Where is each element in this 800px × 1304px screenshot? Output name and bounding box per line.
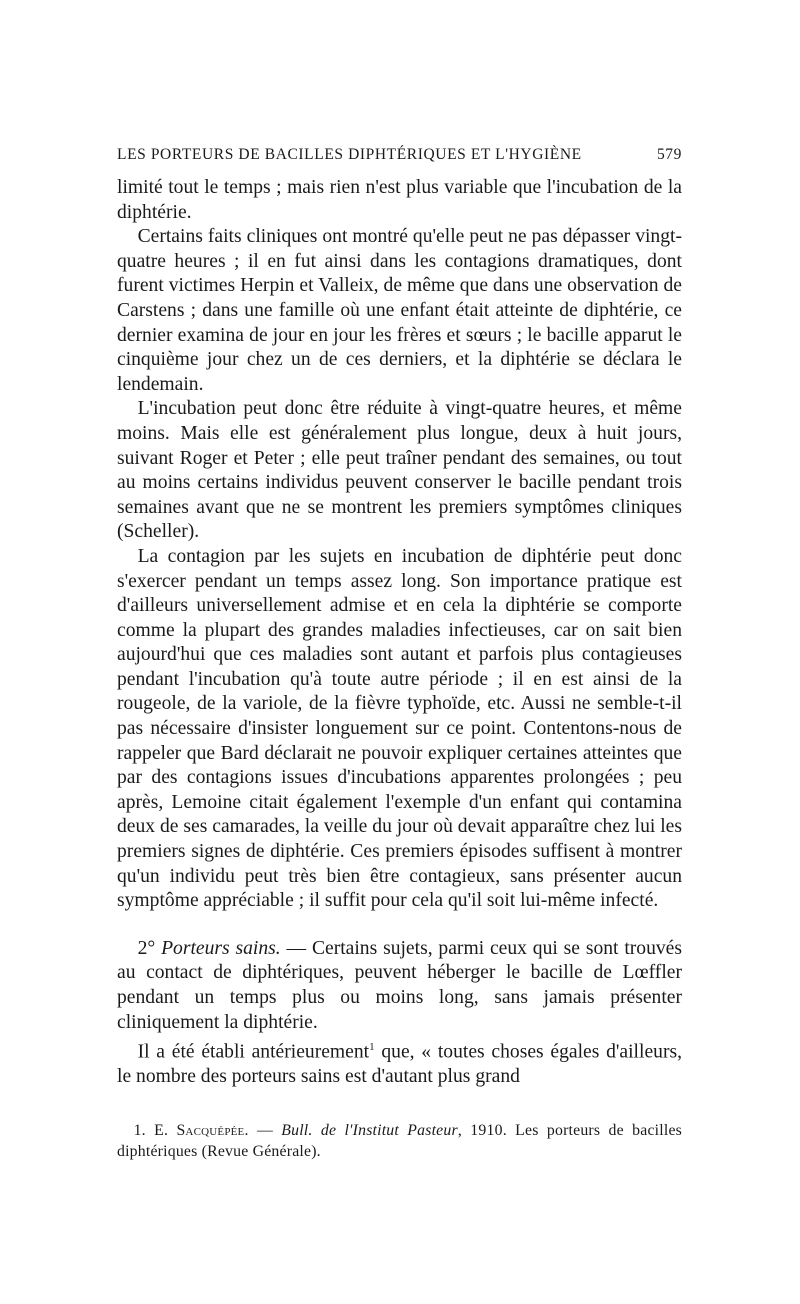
footnote-marker[interactable]: 1 — [369, 1041, 375, 1054]
section-heading: Porteurs sains. — [161, 937, 281, 959]
paragraph-incubation: L'incubation peut donc être réduite à vingt-quatre heures, et même moins. Mais elle est généralement plus longue, deux à huit jours, suivant Roger et Peter ; elle peut traîner pendant des semaines, ou tout au moins certains individus peuvent conserver le bacille pendant trois semaines avant que ne se montrent les premiers symptômes cliniques (Scheller). — [117, 398, 682, 543]
footnote-dash: — — [248, 1121, 282, 1139]
page-number: 579 — [656, 146, 682, 163]
section-porteurs-sains — [117, 937, 682, 1035]
paragraph-continuation: limité tout le temps ; mais rien n'est plus variable que l'incubation de la diphtérie. — [117, 177, 682, 223]
footnote-rest: , 1910. Les porteurs de bacilles diphtériques (Revue Générale). — [117, 1121, 683, 1160]
section-number: 2° — [137, 937, 156, 959]
section-text: Certains sujets, parmi ceux qui se sont trouvés au contact de diphtériques, peuvent héberger le bacille de Lœffler pendant un temps plus ou moins long, sans jamais présenter cliniquement la diphtérie. — [117, 937, 682, 1033]
paragraph-etabli — [117, 1035, 682, 1090]
book-page — [117, 146, 682, 1162]
section-dash: — — [280, 937, 312, 959]
footnote-journal: Bull. de l'Institut Pasteur — [281, 1121, 458, 1139]
footnote-1 — [117, 1120, 682, 1162]
etabli-text-end: que, « toutes choses égales d'ailleurs, le nombre des porteurs sains est d'autant plus grand — [117, 1041, 682, 1088]
body-text — [117, 176, 682, 1090]
header-title: LES PORTEURS DE BACILLES DIPHTÉRIQUES ET L'HYGIÈNE — [117, 146, 582, 163]
etabli-text-start: Il a été établi antérieurement — [137, 1041, 370, 1063]
paragraph-contagion: La contagion par les sujets en incubation de diphtérie peut donc s'exercer pendant un temps assez long. Son importance pratique est d'ailleurs universellement admise et en cela la diphtérie se comporte comme la plupart des grandes maladies infectieuses, car on sait bien aujourd'hui que ces maladies sont autant et parfois plus contagieuses pendant l'incubation qu'à toute autre période ; il en est ainsi de la rougeole, de la variole, de la fièvre typhoïde, etc. Aussi ne semble-t-il pas nécessaire d'insister longuement sur ce point. Contentons-nous de rappeler que Bard déclarait ne pouvoir expliquer certaines atteintes que par des contagions issues d'incubations apparentes prolongées ; peu après, Lemoine citait également l'exemple d'un enfant qui contamina deux de ses camarades, la veille du jour où devait apparaître chez lui les premiers signes de diphtérie. Ces premiers épisodes suffisent à montrer qu'un individu peut très bien être contagieux, sans présenter aucun symptôme appréciable ; il suffit pour cela qu'il soit lui-même infecté. — [117, 545, 682, 912]
footnote-author: E. Sacquépée. — [154, 1121, 249, 1139]
running-header — [117, 146, 682, 164]
footnotes — [117, 1120, 682, 1162]
footnote-number: 1. — [133, 1121, 146, 1139]
paragraph-certains-faits: Certains faits cliniques ont montré qu'elle peut ne pas dépasser vingt-quatre heures ; il en fut ainsi dans les contagions dramatiques, dont furent victimes Herpin et Valleix, de même que dans une observation de Carstens ; dans une famille où une enfant était atteinte de diphtérie, ce dernier examina de jour en jour les frères et sœurs ; le bacille apparut le cinquième jour chez un de ces derniers, et la diphtérie se déclara le lendemain. — [117, 226, 682, 395]
